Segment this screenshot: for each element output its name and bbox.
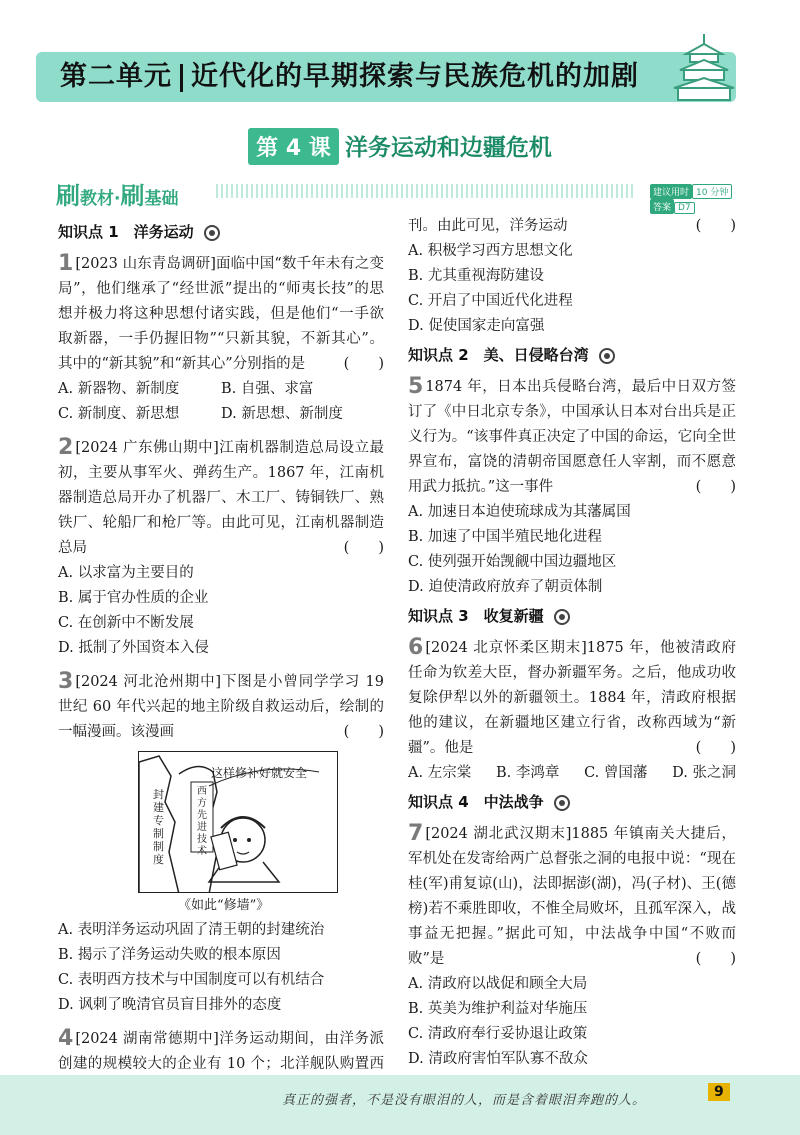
cartoon-patch-label: 西方先进技术 [197, 786, 207, 857]
question-4-continued [408, 214, 736, 339]
cartoon-caption: 《如此“修墙”》 [178, 898, 270, 913]
question-7-answer-blank[interactable]: ( ) [695, 951, 736, 967]
target-icon [599, 348, 615, 364]
question-2-stem: 江南机器制造总局设立最初，主要从事军火、弹药生产。1867 年，江南机器制造总局开办了机器厂、木工厂、铸铜铁厂、熟铁厂、轮船厂和枪厂等。由此可见，江南机器制造总局 [58, 440, 384, 556]
lesson-number-badge: 第 4 课 [248, 128, 339, 165]
question-3-answer-blank[interactable]: ( ) [343, 724, 384, 740]
section-bar [56, 176, 746, 213]
question-4-answer-blank[interactable]: ( ) [695, 218, 736, 234]
question-4-stem: 洋务运动期间，由洋务派创建的规模较大的企业有 10 个；北洋舰队购置西 [58, 1031, 384, 1072]
q4-option-a[interactable]: A. 积极学习西方思想文化 [408, 243, 573, 259]
q1-option-c[interactable]: C. 新制度、新思想 [58, 406, 180, 422]
question-3 [58, 669, 384, 1018]
question-6-answer-blank[interactable]: ( ) [695, 740, 736, 756]
question-7-source: [2024 湖北武汉期末] [425, 826, 572, 842]
q1-option-d[interactable]: D. 新思想、新制度 [221, 406, 343, 422]
question-2-source: [2024 广东佛山期中] [75, 440, 219, 456]
temple-of-heaven-icon [672, 32, 736, 106]
q7-option-b[interactable]: B. 英美为维护利益对华施压 [408, 1001, 588, 1017]
section-title [56, 176, 178, 211]
question-4-number: 4 [58, 1026, 74, 1051]
section-label-textbook: 教材 [80, 189, 114, 209]
question-7 [408, 821, 736, 1072]
knowledge-point-3-label: 知识点 3 收复新疆 [408, 607, 544, 625]
section-label-basics: 基础 [144, 189, 179, 209]
question-6-options [408, 761, 736, 786]
answer-label: 答案 [650, 199, 674, 214]
page-footer [0, 1075, 800, 1135]
footer-quote: 真正的强者，不是没有眼泪的人，而是含着眼泪奔跑的人。 [282, 1093, 647, 1108]
target-icon [554, 609, 570, 625]
cartoon-image [138, 751, 338, 893]
unit-name: 近代化的早期探索与民族危机的加剧 [191, 61, 639, 92]
time-and-answer [650, 184, 746, 214]
question-1 [58, 251, 384, 427]
section-dot: · [114, 189, 121, 209]
time-label: 建议用时 [650, 184, 692, 199]
target-icon [554, 795, 570, 811]
right-column [408, 214, 736, 1072]
q6-option-b[interactable]: B. 李鸿章 [495, 765, 560, 781]
question-5-answer-blank[interactable]: ( ) [695, 479, 736, 495]
q2-option-b[interactable]: B. 属于官办性质的企业 [58, 590, 209, 606]
question-2-number: 2 [58, 435, 74, 460]
knowledge-point-1-label: 知识点 1 洋务运动 [58, 223, 194, 241]
question-1-answer-blank[interactable]: ( ) [343, 356, 384, 372]
q2-option-d[interactable]: D. 抵制了外国资本入侵 [58, 640, 209, 656]
question-7-number: 7 [408, 821, 424, 846]
question-2 [58, 435, 384, 661]
question-5 [408, 374, 736, 600]
question-6-stem: 1875 年，他被清政府任命为钦差大臣，督办新疆军务。之后，他成功收复除伊犁以外的新疆领土。1884 年，清政府根据他的建议，在新疆地区建立行省，改称西域为“新疆”。他是 [408, 640, 737, 756]
q4-option-c[interactable]: C. 开启了中国近代化进程 [408, 293, 573, 309]
knowledge-point-4-label: 知识点 4 中法战争 [408, 793, 544, 811]
lesson-heading [0, 128, 800, 165]
unit-number: 第二单元 [60, 61, 172, 92]
q3-option-b[interactable]: B. 揭示了洋务运动失败的根本原因 [58, 947, 281, 963]
brush-char-2: 刷 [120, 182, 145, 210]
answer-page: D7 [674, 202, 695, 214]
q5-option-a[interactable]: A. 加速日本迫使琉球成为其藩属国 [408, 504, 631, 520]
question-7-stem: 1885 年镇南关大捷后，军机处在发寄给两广总督张之洞的电报中说：“现在桂(军)甫复谅(山)，法即据澎(湖)，冯(子材)、王(德榜)若不乘胜即收，不惟全局败坏，且孤军深入，战事益无把握。”据此可知，中法战争中国“不败而败”是 [408, 826, 737, 967]
q1-option-b[interactable]: B. 自强、求富 [221, 381, 314, 397]
question-1-number: 1 [58, 251, 74, 276]
q1-option-a[interactable]: A. 新器物、新制度 [58, 381, 180, 397]
question-1-options-row-1 [58, 377, 384, 402]
q2-option-a[interactable]: A. 以求富为主要目的 [58, 565, 194, 581]
page-number: 9 [708, 1083, 730, 1101]
q3-option-a[interactable]: A. 表明洋务运动巩固了清王朝的封建统治 [58, 922, 325, 938]
question-3-stem: 下图是小曾同学学习 19 世纪 60 年代兴起的地主阶级自救运动后，绘制的一幅漫画。该漫画 [58, 674, 385, 740]
question-1-options-row-2 [58, 402, 384, 427]
q5-option-d[interactable]: D. 迫使清政府放弃了朝贡体制 [408, 579, 603, 595]
q7-option-d[interactable]: D. 清政府害怕军队寡不敌众 [408, 1051, 588, 1067]
question-6 [408, 635, 736, 786]
question-4-stem-continued: 刊。由此可见，洋务运动 [408, 218, 568, 234]
decorative-stripes [216, 184, 636, 198]
q3-option-c[interactable]: C. 表明西方技术与中国制度可以有机结合 [58, 972, 325, 988]
title-separator [180, 64, 183, 92]
question-5-number: 5 [408, 374, 424, 399]
question-1-stem: 面临中国“数千年未有之变局”，他们继承了“经世派”提出的“师夷长技”的思想并极力将这种思想付诸实践，但是他们“一手欲取新器，一手仍握旧物”“只新其貌，不新其心”。其中的“新其貌”和“新其心”分别指的是 [58, 256, 384, 372]
q6-option-c[interactable]: C. 曾国藩 [584, 765, 648, 781]
q5-option-c[interactable]: C. 使列强开始觊觎中国边疆地区 [408, 554, 617, 570]
question-6-number: 6 [408, 635, 424, 660]
target-icon [204, 225, 220, 241]
q3-option-d[interactable]: D. 讽刺了晚清官员盲目排外的态度 [58, 997, 282, 1013]
question-6-source: [2024 北京怀柔区期末] [425, 640, 587, 656]
brush-char-1: 刷 [56, 182, 80, 210]
knowledge-point-2 [408, 343, 736, 368]
question-1-source: [2023 山东青岛调研] [75, 256, 216, 272]
q6-option-a[interactable]: A. 左宗棠 [408, 765, 472, 781]
q5-option-b[interactable]: B. 加速了中国半殖民地化进程 [408, 529, 602, 545]
q2-option-c[interactable]: C. 在创新中不断发展 [58, 615, 194, 631]
question-2-answer-blank[interactable]: ( ) [343, 540, 384, 556]
q7-option-c[interactable]: C. 清政府奉行妥协退让政策 [408, 1026, 588, 1042]
cartoon-wall-label: 封建专制制度 [153, 788, 164, 866]
q7-option-a[interactable]: A. 清政府以战促和顾全大局 [408, 976, 588, 992]
lesson-title: 洋务运动和边疆危机 [344, 135, 552, 161]
q4-option-b[interactable]: B. 尤其重视海防建设 [408, 268, 544, 284]
q6-option-d[interactable]: D. 张之洞 [672, 765, 736, 781]
knowledge-point-2-label: 知识点 2 美、日侵略台湾 [408, 346, 589, 364]
left-column [58, 216, 384, 1102]
cartoon-speech-bubble: 这样修补好就安全 [211, 766, 308, 780]
question-3-source: [2024 河北沧州期中] [75, 674, 222, 690]
q4-option-d[interactable]: D. 促使国家走向富强 [408, 318, 545, 334]
knowledge-point-4 [408, 790, 736, 815]
unit-title [60, 54, 639, 93]
question-4-source: [2024 湖南常德期中] [75, 1031, 219, 1047]
time-value: 10 分钟 [692, 184, 732, 199]
knowledge-point-3 [408, 604, 736, 629]
question-5-stem: 1874 年，日本出兵侵略台湾，最后中日双方签订了《中日北京专条》，中国承认日本对台出兵是正义行为。“该事件真正决定了中国的命运，它向全世界宣布，富饶的清朝帝国愿意任人宰割，而不愿意用武力抵抗。”这一事件 [408, 379, 736, 495]
unit-header [0, 0, 800, 112]
knowledge-point-1 [58, 220, 384, 245]
question-3-number: 3 [58, 669, 74, 694]
